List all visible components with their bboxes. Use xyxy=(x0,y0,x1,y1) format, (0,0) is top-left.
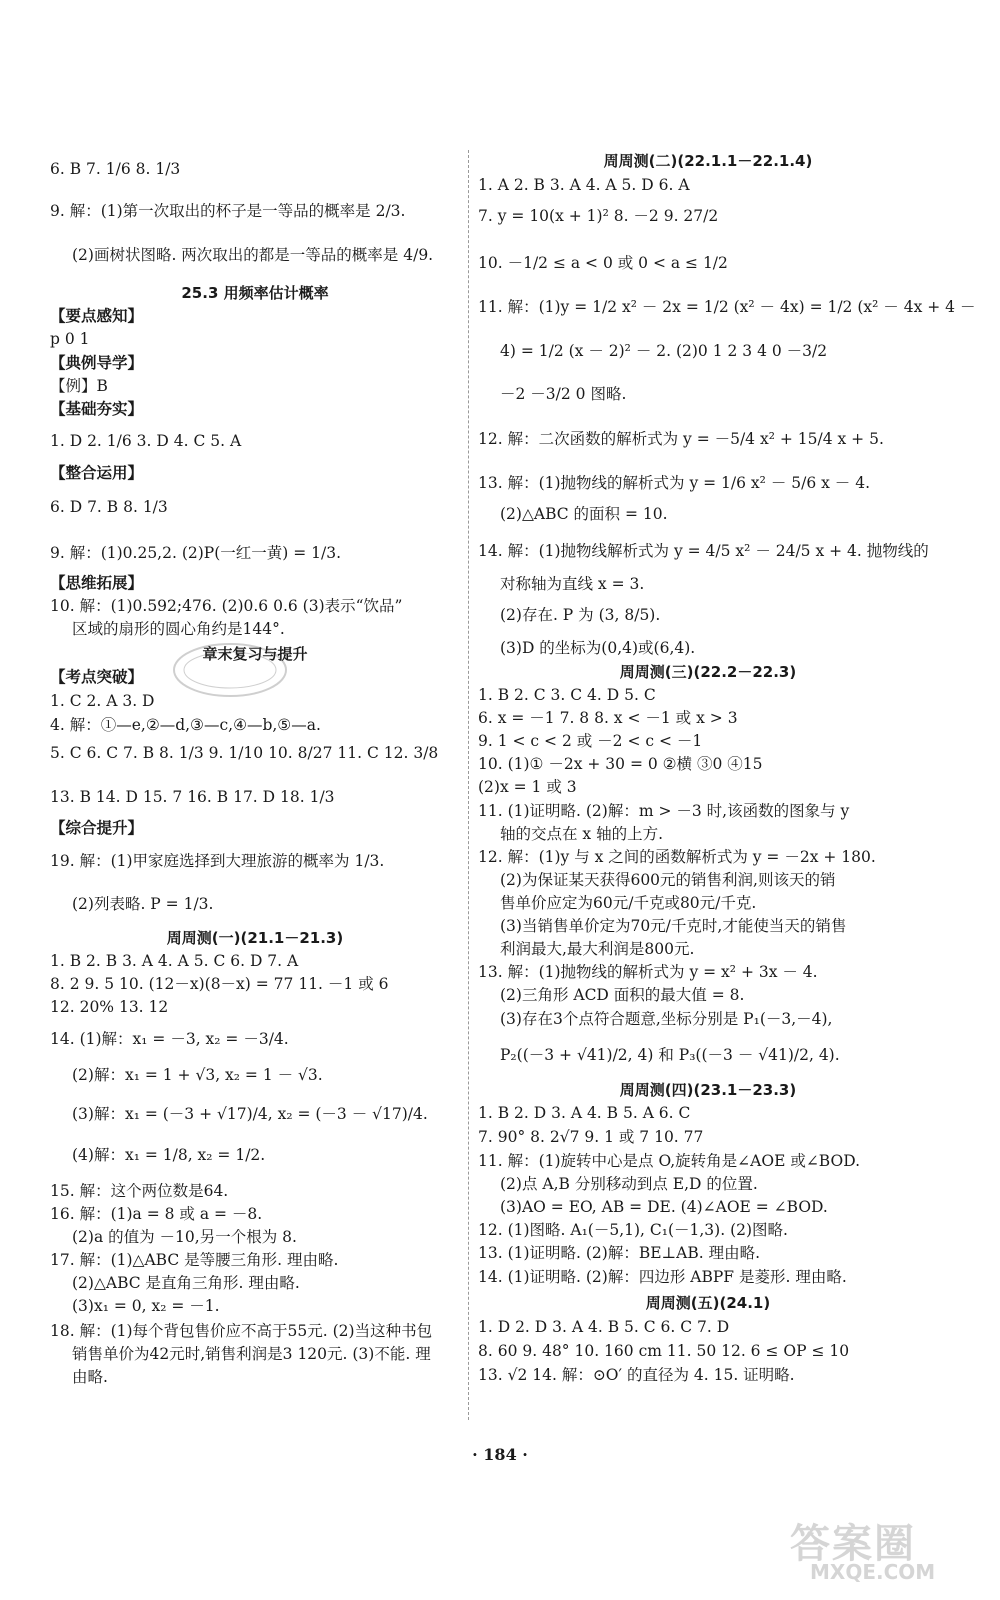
section-heading: 【要点感知】 xyxy=(50,306,144,325)
page-number: · 184 · xyxy=(472,1445,528,1464)
section-title: 章末复习与提升 xyxy=(202,645,308,663)
section-heading: 【基础夯实】 xyxy=(50,399,144,418)
answer-line: 17. 解：(1)△ABC 是等腰三角形. 理由略. xyxy=(50,1251,339,1269)
answer-line: 6. D 7. B 8. 1/3 xyxy=(50,498,168,516)
section-title: 周周测(四)(23.1－23.3) xyxy=(619,1081,797,1099)
answer-line: (2)△ABC 的面积 = 10. xyxy=(500,505,668,523)
answer-line: 区域的扇形的圆心角约是144°. xyxy=(72,620,285,638)
section-title: 周周测(五)(24.1) xyxy=(645,1294,771,1312)
section-heading: 【考点突破】 xyxy=(50,667,144,686)
answer-line: 15. 解：这个两位数是64. xyxy=(50,1182,229,1200)
answer-line: p 0 1 xyxy=(50,330,90,348)
answer-line: (3)存在3个点符合题意,坐标分别是 P₁(－3,－4), xyxy=(500,1010,833,1028)
answer-line: (4)解：x₁ = 1/8, x₂ = 1/2. xyxy=(72,1146,266,1164)
answer-line: 10. (1)① －2x + 30 = 0 ②横 ③0 ④15 xyxy=(478,755,763,773)
section-title: 25.3 用频率估计概率 xyxy=(181,284,329,302)
answer-line: 1. D 2. D 3. A 4. B 5. C 6. C 7. D xyxy=(478,1318,730,1336)
answer-line: 10. －1/2 ≤ a < 0 或 0 < a ≤ 1/2 xyxy=(478,254,728,272)
answer-line: (2)△ABC 是直角三角形. 理由略. xyxy=(72,1274,300,1292)
answer-line: 6. B 7. 1/6 8. 1/3 xyxy=(50,160,181,178)
answer-line: 9. 解：(1)0.25,2. (2)P(一红一黄) = 1/3. xyxy=(50,544,342,562)
answer-line: (3)当销售单价定为70元/千克时,才能使当天的销售 xyxy=(500,917,847,935)
answer-line: 【例】B xyxy=(50,377,108,395)
answer-line: 1. B 2. C 3. C 4. D 5. C xyxy=(478,686,656,704)
answer-line: 利润最大,最大利润是800元. xyxy=(500,940,695,958)
answer-line: 对称轴为直线 x = 3. xyxy=(500,575,645,593)
answer-line: 12. 解：(1)y 与 x 之间的函数解析式为 y = －2x + 180. xyxy=(478,848,876,866)
section-title: 周周测(二)(22.1.1－22.1.4) xyxy=(603,152,813,170)
answer-line: (2)a 的值为 －10,另一个根为 8. xyxy=(72,1228,297,1246)
answer-line: (2)x = 1 或 3 xyxy=(478,778,577,796)
answer-line: (2)解：x₁ = 1 + √3, x₂ = 1 － √3. xyxy=(72,1066,323,1084)
answer-line: 售单价应定为60元/千克或80元/千克. xyxy=(500,894,757,912)
answer-line: 11. (1)证明略. (2)解：m > －3 时,该函数的图象与 y xyxy=(478,802,850,820)
answer-line: (2)列表略. P = 1/3. xyxy=(72,895,214,913)
answer-line: 5. C 6. C 7. B 8. 1/3 9. 1/10 10. 8/27 11. C 12. 3/8 xyxy=(50,744,439,762)
answer-line: (3)x₁ = 0, x₂ = －1. xyxy=(72,1297,220,1315)
answer-line: 轴的交点在 x 轴的上方. xyxy=(500,825,664,843)
answer-line: 4) = 1/2 (x － 2)² － 2. (2)0 1 2 3 4 0 －3/2 xyxy=(500,342,828,360)
watermark-main-text: 答案圈 xyxy=(790,1521,916,1567)
answer-line: －2 －3/2 0 图略. xyxy=(500,385,627,403)
answer-line: 销售单价为42元时,销售利润是3 120元. (3)不能. 理 xyxy=(72,1345,431,1363)
answer-line: 9. 1 < c < 2 或 －2 < c < －1 xyxy=(478,732,703,750)
answer-line: 13. B 14. D 15. 7 16. B 17. D 18. 1/3 xyxy=(50,788,335,806)
answer-line: 12. 20% 13. 12 xyxy=(50,998,169,1016)
answer-line: (2)画树状图略. 两次取出的都是一等品的概率是 4/9. xyxy=(72,246,434,264)
answer-line: 13. (1)证明略. (2)解：BE⊥AB. 理由略. xyxy=(478,1244,760,1262)
answer-line: 1. B 2. B 3. A 4. A 5. C 6. D 7. A xyxy=(50,952,299,970)
section-title: 周周测(一)(21.1－21.3) xyxy=(166,929,344,947)
section-heading: 【典例导学】 xyxy=(50,353,144,372)
answer-line: 11. 解：(1)y = 1/2 x² － 2x = 1/2 (x² － 4x) = 1/2 (x² － 4x + 4 － xyxy=(478,298,976,316)
answer-line: (3)AO = EO, AB = DE. (4)∠AOE = ∠BOD. xyxy=(500,1198,828,1216)
answer-line: (3)解：x₁ = (－3 + √17)/4, x₂ = (－3 － √17)/4. xyxy=(72,1105,428,1123)
answer-line: (3)D 的坐标为(0,4)或(6,4). xyxy=(500,639,696,657)
answer-line: (2)为保证某天获得600元的销售利润,则该天的销 xyxy=(500,871,836,889)
answer-line: 16. 解：(1)a = 8 或 a = －8. xyxy=(50,1205,263,1223)
answer-line: 1. B 2. D 3. A 4. B 5. A 6. C xyxy=(478,1104,691,1122)
answer-line: 19. 解：(1)甲家庭选择到大理旅游的概率为 1/3. xyxy=(50,852,385,870)
answer-line: 12. 解：二次函数的解析式为 y = －5/4 x² + 15/4 x + 5. xyxy=(478,430,884,448)
answer-line: 6. x = －1 7. 8 8. x < －1 或 x > 3 xyxy=(478,709,738,727)
answer-line: 13. √2 14. 解：⊙O′ 的直径为 4. 15. 证明略. xyxy=(478,1366,795,1384)
answer-line: 14. 解：(1)抛物线解析式为 y = 4/5 x² － 24/5 x + 4. 抛物线的 xyxy=(478,542,929,560)
answer-line: 1. D 2. 1/6 3. D 4. C 5. A xyxy=(50,432,242,450)
answer-line: 7. y = 10(x + 1)² 8. －2 9. 27/2 xyxy=(478,207,719,225)
answer-line: 14. (1)解：x₁ = －3, x₂ = －3/4. xyxy=(50,1030,289,1048)
answer-line: 7. 90° 8. 2√7 9. 1 或 7 10. 77 xyxy=(478,1128,704,1146)
answer-line: 4. 解：①—e,②—d,③—c,④—b,⑤—a. xyxy=(50,716,321,734)
section-title: 周周测(三)(22.2－22.3) xyxy=(619,663,797,681)
answer-line: 13. 解：(1)抛物线的解析式为 y = 1/6 x² － 5/6 x － 4. xyxy=(478,474,870,492)
answer-line: (2)存在. P 为 (3, 8/5). xyxy=(500,606,661,624)
section-heading: 【综合提升】 xyxy=(50,818,144,837)
section-heading: 【整合运用】 xyxy=(50,463,144,482)
stamp-logo xyxy=(170,640,290,700)
answer-line: 8. 2 9. 5 10. (12－x)(8－x) = 77 11. －1 或 6 xyxy=(50,975,389,993)
answer-line: 13. 解：(1)抛物线的解析式为 y = x² + 3x － 4. xyxy=(478,963,818,981)
section-heading: 【思维拓展】 xyxy=(50,573,144,592)
answer-line: 8. 60 9. 48° 10. 160 cm 11. 50 12. 6 ≤ OP ≤ 10 xyxy=(478,1342,850,1360)
answer-line: 18. 解：(1)每个背包售价应不高于55元. (2)当这种书包 xyxy=(50,1322,433,1340)
answer-line: 14. (1)证明略. (2)解：四边形 ABPF 是菱形. 理由略. xyxy=(478,1268,847,1286)
watermark-logo xyxy=(790,1512,980,1592)
answer-line: 1. A 2. B 3. A 4. A 5. D 6. A xyxy=(478,176,690,194)
answer-line: 11. 解：(1)旋转中心是点 O,旋转角是∠AOE 或∠BOD. xyxy=(478,1152,860,1170)
answer-line: 9. 解：(1)第一次取出的杯子是一等品的概率是 2/3. xyxy=(50,202,406,220)
answer-line: (2)点 A,B 分别移动到点 E,D 的位置. xyxy=(500,1175,758,1193)
answer-line: 10. 解：(1)0.592;476. (2)0.6 0.6 (3)表示“饮品” xyxy=(50,597,403,615)
answer-line: 12. (1)图略. A₁(－5,1), C₁(－1,3). (2)图略. xyxy=(478,1221,788,1239)
watermark-url: MXQE.COM xyxy=(810,1560,936,1584)
answer-line: 由略. xyxy=(72,1368,108,1386)
answer-line: P₂((－3 + √41)/2, 4) 和 P₃((－3 － √41)/2, 4). xyxy=(500,1046,840,1064)
answer-line: (2)三角形 ACD 面积的最大值 = 8. xyxy=(500,986,745,1004)
column-divider xyxy=(468,150,469,1420)
answer-line: 1. C 2. A 3. D xyxy=(50,692,155,710)
